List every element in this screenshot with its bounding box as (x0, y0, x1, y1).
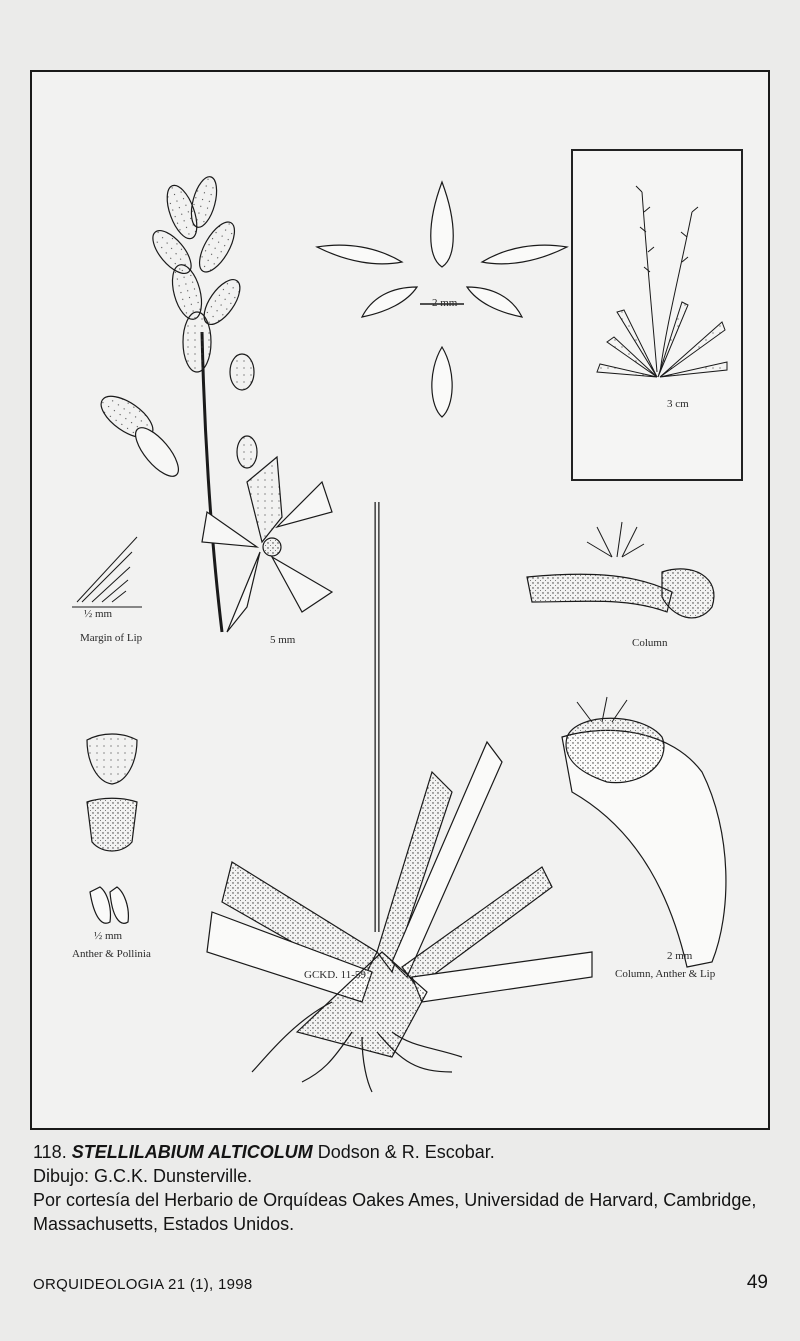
whole-plant-inset (572, 150, 742, 480)
margin-of-lip-label: Margin of Lip (80, 632, 143, 644)
column-drawing (527, 522, 714, 618)
anther-pollinia-label: Anther & Pollinia (72, 948, 151, 960)
botanical-plate (30, 70, 770, 1130)
anther-pollinia-drawing (87, 734, 137, 923)
plant-base-drawing (207, 742, 592, 1092)
scale-2mm-top: 2 mm (432, 297, 458, 309)
column-anther-lip-drawing (562, 697, 726, 967)
open-flower-drawing (202, 457, 332, 632)
page-number: 49 (746, 1272, 768, 1293)
margin-of-lip-drawing (72, 537, 142, 607)
column-label: Column (632, 637, 668, 649)
scale-3cm: 3 cm (667, 398, 689, 410)
species-name: STELLILABIUM ALTICOLUM (71, 1142, 313, 1162)
drawing-credit: Dibujo: G.C.K. Dunsterville. (33, 1166, 253, 1186)
scale-2mm-bottom: 2 mm (667, 950, 693, 962)
herbarium-credit: Por cortesía del Herbario de Orquídeas Oakes Ames, Universidad de Harvard, Cambridge, Massachusetts, Estados Unidos. (33, 1190, 757, 1234)
artist-signature: GCKD. 11-59 (304, 969, 366, 981)
column-anther-lip-label: Column, Anther & Lip (615, 968, 716, 980)
scale-5mm: 5 mm (270, 634, 296, 646)
scale-anther-half-mm: ½ mm (94, 930, 123, 942)
figure-caption (33, 1140, 773, 1236)
scale-margin-half-mm: ½ mm (84, 608, 113, 620)
journal-footer: ORQUIDEOLOGIA 21 (1), 1998 (33, 1276, 253, 1293)
species-authors: Dodson & R. Escobar. (317, 1142, 495, 1162)
inflorescence-drawing (94, 174, 257, 632)
figure-number: 118. (33, 1142, 67, 1162)
